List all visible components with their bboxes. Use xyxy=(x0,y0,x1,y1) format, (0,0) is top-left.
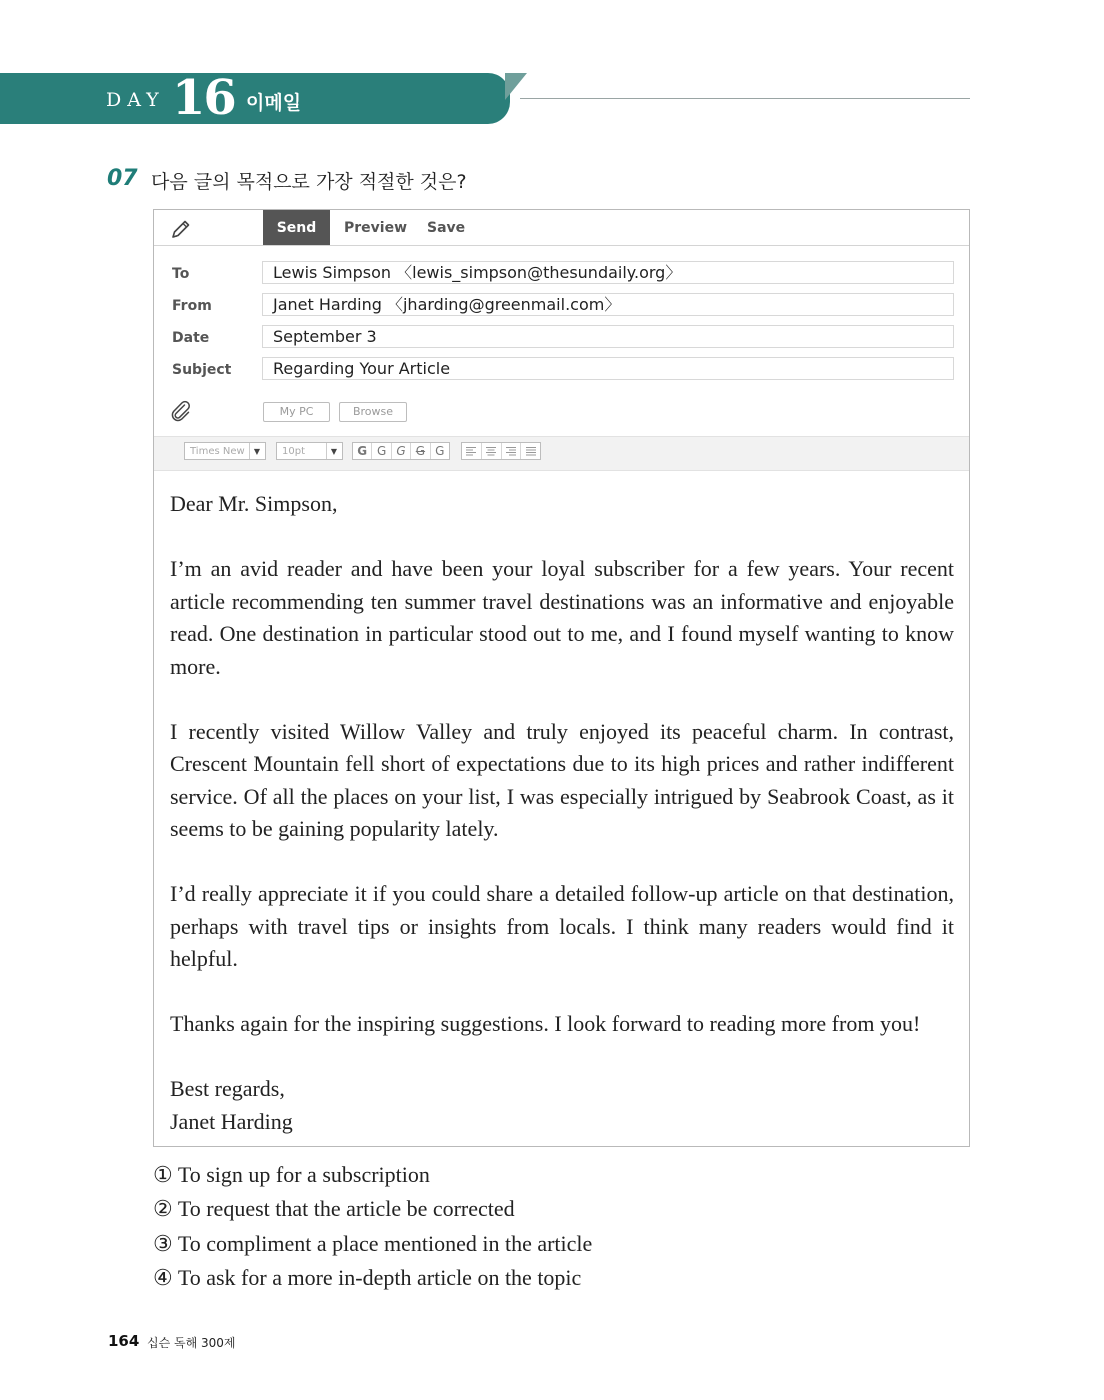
paperclip-icon[interactable] xyxy=(170,400,192,427)
answer-options xyxy=(153,1160,592,1297)
strikethrough-button[interactable]: G xyxy=(411,443,430,459)
day-header-tab xyxy=(505,73,527,100)
align-center-icon[interactable] xyxy=(482,443,502,459)
to-field[interactable]: Lewis Simpson 〈lewis_simpson@thesundaily.org〉 xyxy=(262,261,954,284)
email-body[interactable] xyxy=(170,488,954,1138)
subject-label: Subject xyxy=(172,362,232,378)
alignment-buttons xyxy=(461,442,541,460)
font-size-select[interactable] xyxy=(276,442,343,460)
subject-field[interactable]: Regarding Your Article xyxy=(262,357,954,380)
day-number: 16 xyxy=(172,70,235,126)
to-label: To xyxy=(172,266,190,282)
day-topic: 이메일 xyxy=(246,92,302,114)
pencil-icon[interactable] xyxy=(170,218,192,245)
browse-button[interactable]: Browse xyxy=(339,402,407,422)
align-justify-icon[interactable] xyxy=(521,443,540,459)
question-prompt: 다음 글의 목적으로 가장 적절한 것은? xyxy=(151,171,467,193)
select-divider xyxy=(326,443,327,459)
toolbar-divider xyxy=(154,245,969,246)
email-paragraph-3: I’d really appreciate it if you could share a detailed follow-up article on that destination, perhaps with travel tips or insights from locals. I think many readers would find it helpful. xyxy=(170,881,954,971)
email-paragraph-2: I recently visited Willow Valley and truly enjoyed its peaceful charm. In contrast, Crescent Mountain fell short of expectations due to its high prices and rather indifferent service. Of all the places on your list, I was especially intrigued by Seabrook Coast, as it seems to be gaining popularity lately. xyxy=(170,718,954,841)
regular-button[interactable]: G xyxy=(372,443,391,459)
option-4[interactable]: ④ To ask for a more in-depth article on the topic xyxy=(153,1264,582,1290)
font-select-value: Times New xyxy=(190,446,245,457)
save-button[interactable]: Save xyxy=(427,220,466,236)
dropdown-arrow-icon: ▼ xyxy=(330,447,337,456)
preview-button[interactable]: Preview xyxy=(344,220,408,236)
email-compose-window xyxy=(153,209,970,1147)
underline-button[interactable]: G xyxy=(435,444,445,458)
font-size-value: 10pt xyxy=(282,446,305,457)
option-2[interactable]: ② To request that the article be corrected xyxy=(153,1196,515,1222)
from-field[interactable]: Janet Harding 〈jharding@greenmail.com〉 xyxy=(262,293,954,316)
select-divider xyxy=(249,443,250,459)
header-divider xyxy=(520,98,970,99)
option-3[interactable]: ③ To compliment a place mentioned in the article xyxy=(153,1230,593,1256)
email-greeting: Dear Mr. Simpson, xyxy=(170,491,338,516)
book-title: 십슨 독해 300제 xyxy=(147,1336,236,1350)
email-paragraph-4: Thanks again for the inspiring suggestions. I look forward to reading more from you! xyxy=(170,1011,921,1036)
align-left-icon[interactable] xyxy=(462,443,482,459)
page-number: 164 xyxy=(108,1332,140,1350)
dropdown-arrow-icon: ▼ xyxy=(253,447,260,456)
send-button[interactable]: Send xyxy=(263,210,330,245)
date-field[interactable]: September 3 xyxy=(262,325,954,348)
email-signature: Janet Harding xyxy=(170,1108,293,1134)
option-1[interactable]: ① To sign up for a subscription xyxy=(153,1162,430,1187)
italic-button[interactable]: G xyxy=(392,443,411,459)
email-closing: Best regards, xyxy=(170,1076,285,1101)
text-style-buttons xyxy=(352,442,450,460)
email-paragraph-1: I’m an avid reader and have been your loyal subscriber for a few years. Your recent article recommending ten summer travel destinations was an informative and enjoyable read. One destination in particular stood out to me, and I found myself wanting to know more. xyxy=(170,556,954,679)
bold-button[interactable]: G xyxy=(353,443,372,459)
my-pc-button[interactable]: My PC xyxy=(263,402,330,422)
date-label: Date xyxy=(172,330,210,346)
from-label: From xyxy=(172,298,212,314)
question-number: 07 xyxy=(107,166,138,191)
day-label: DAY xyxy=(106,89,165,111)
align-right-icon[interactable] xyxy=(502,443,522,459)
font-select[interactable] xyxy=(184,442,266,460)
